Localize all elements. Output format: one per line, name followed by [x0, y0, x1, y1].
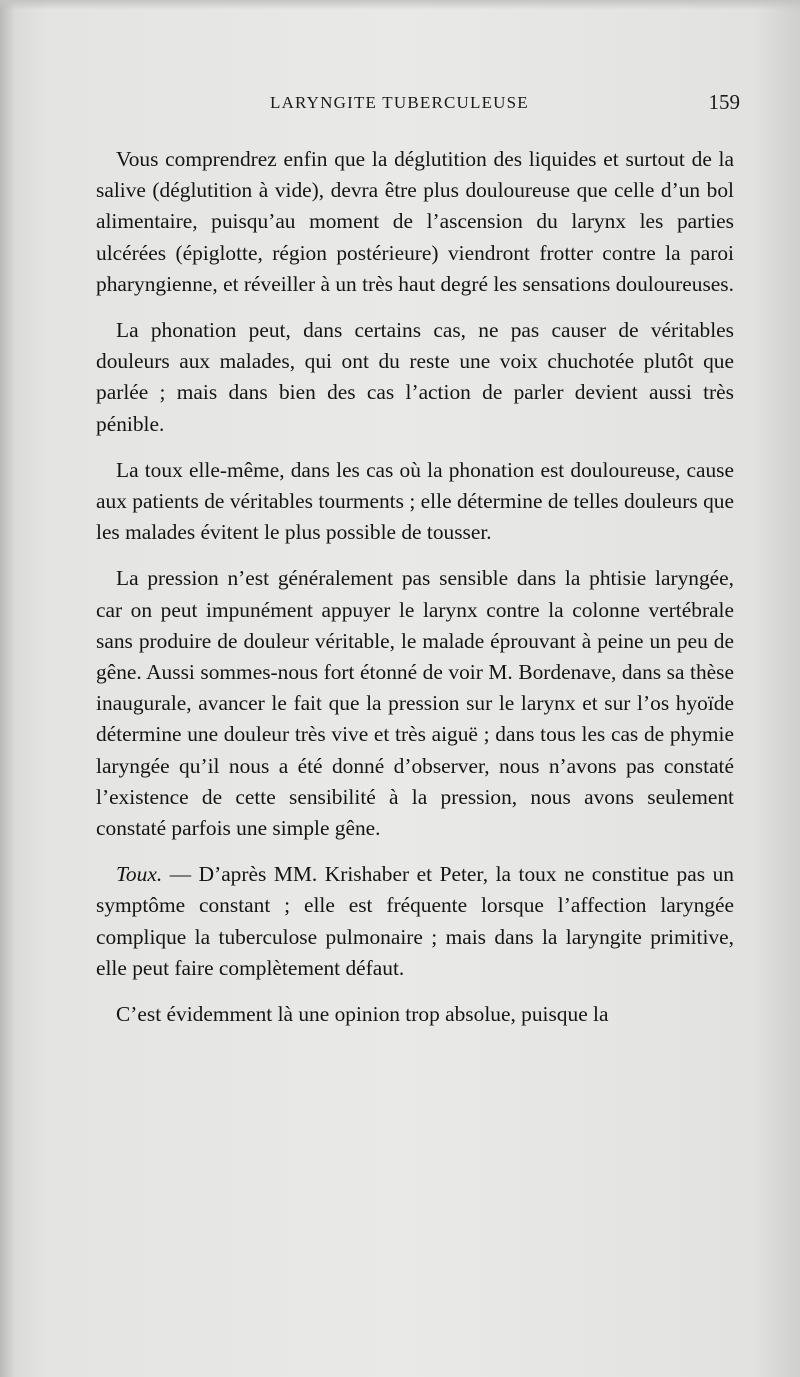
- body-text: [96, 144, 734, 1030]
- page-shadow-left: [0, 0, 14, 1377]
- page-shadow-top: [0, 0, 800, 10]
- running-title: LARYNGITE TUBERCULEUSE: [270, 93, 529, 112]
- paragraph-phonation: La phonation peut, dans certains cas, ne pas causer de véritables douleurs aux malades, qui ont du reste une voix chuchotée plutôt que parlée ; mais dans bien des cas l’action de parler devient aussi très pénible.: [96, 318, 734, 436]
- paragraph-toux-douloureuse: La toux elle-même, dans les cas où la phonation est douloureuse, cause aux patients de véritables tourments ; elle détermine de telles douleurs que les malades évitent le plus possible de tousser.: [96, 457, 734, 545]
- paragraph-toux: [96, 859, 734, 984]
- running-head: [100, 90, 740, 119]
- paragraph-pression: La pression n’est généralement pas sensible dans la phtisie laryngée, car on peut impunément appuyer le larynx contre la colonne vertébrale sans produire de douleur véritable, le malade éprouvant à peine un peu de gêne. Aussi sommes-nous fort étonné de voir M. Bordenave, dans sa thèse inaugurale, avancer le fait que la pression sur le larynx et sur l’os hyoïde détermine une douleur très vive et très aiguë ; dans tous les cas de phymie laryngée qu’il nous a été donné d’observer, nous n’avons pas constaté l’existence de cette sensibilité à la pression, nous avons seulement constaté parfois une simple gêne.: [96, 566, 734, 841]
- paragraph-opinion: C’est évidemment là une opinion trop absolue, puisque la: [116, 1002, 609, 1027]
- paragraph-toux-text: — D’après MM. Krishaber et Peter, la toux ne constitue pas un symptôme constant ; elle est fréquente lorsque l’affection laryngée complique la tuberculose pulmonaire ; mais dans la laryngite primitive, elle peut faire complètement défaut.: [96, 862, 734, 980]
- paragraph-deglutition: Vous comprendrez enfin que la déglutition des liquides et surtout de la salive (déglutition à vide), devra être plus douloureuse que celle d’un bol alimentaire, puisqu’au moment de l’ascension du larynx les parties ulcérées (épiglotte, région postérieure) viendront frotter contre la paroi pharyngienne, et réveiller à un très haut degré les sensations douloureuses.: [96, 147, 734, 296]
- section-lead-toux: Toux.: [116, 862, 163, 887]
- page-number: 159: [708, 90, 740, 114]
